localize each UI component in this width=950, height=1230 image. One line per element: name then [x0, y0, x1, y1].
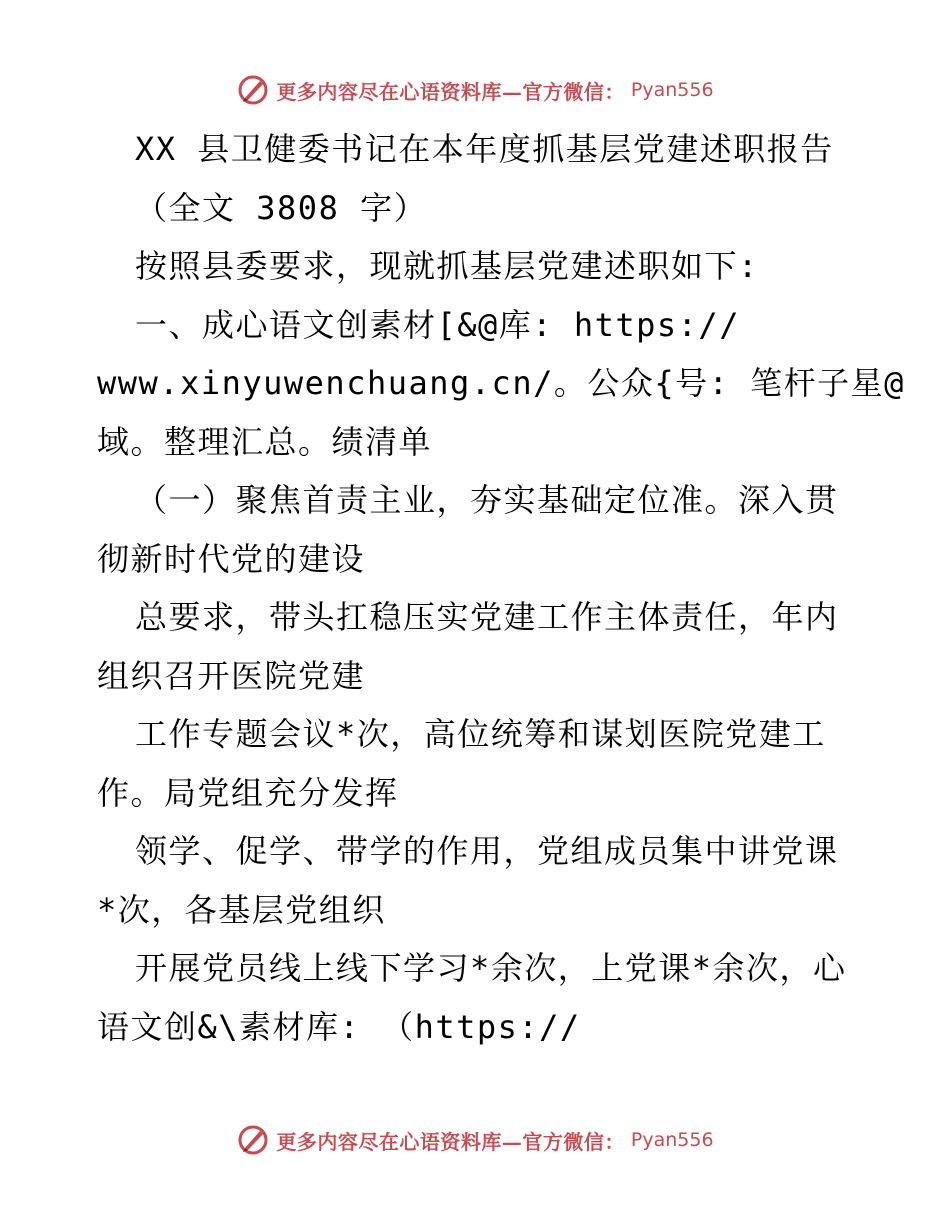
text-line: 开展党员线上线下学习*余次，上党课*余次，心 [135, 949, 847, 987]
text-line: （一）聚焦首责主业，夯实基础定位准。深入贯 [135, 481, 839, 519]
text-line: XX 县卫健委书记在本年度抓基层党建述职报告 [135, 130, 834, 168]
text-line: *次，各基层党组织 [97, 890, 386, 929]
document-body [97, 120, 905, 1056]
text-line: www.xinyuwenchuang.cn/。公众{号: 笔杆子星@ [97, 364, 905, 402]
text-line: 域。整理汇总。绩清单 [97, 422, 433, 461]
watermark-wechat-id: Pyan556 [630, 1129, 714, 1151]
text-line: 总要求，带头扛稳压实党建工作主体责任，年内 [135, 598, 839, 636]
text-line: 语文创&\素材库: （https:// [97, 1007, 581, 1046]
footer-watermark [0, 1120, 950, 1160]
watermark-text: 更多内容尽在心语资料库—官方微信： [276, 1129, 625, 1154]
text-line: （全文 3808 字） [135, 188, 428, 227]
watermark-wechat-id: Pyan556 [630, 79, 714, 101]
header-watermark [0, 70, 950, 110]
text-line: 彻新时代党的建设 [97, 539, 366, 578]
text-line: 领学、促学、带学的作用，党组成员集中讲党课 [135, 832, 839, 870]
text-line: 组织召开医院党建 [97, 656, 366, 695]
pen-logo-icon [236, 1123, 270, 1157]
text-line: 按照县委要求，现就抓基层党建述职如下: [135, 247, 759, 285]
text-line: 工作专题会议*次，高位统筹和谋划医院党建工 [135, 715, 826, 753]
pen-logo-icon [236, 73, 270, 107]
watermark-text: 更多内容尽在心语资料库—官方微信： [276, 79, 625, 104]
text-line: 作。局党组充分发挥 [97, 773, 399, 812]
text-line: 一、成心语文创素材[&@库: https:// [135, 305, 740, 344]
